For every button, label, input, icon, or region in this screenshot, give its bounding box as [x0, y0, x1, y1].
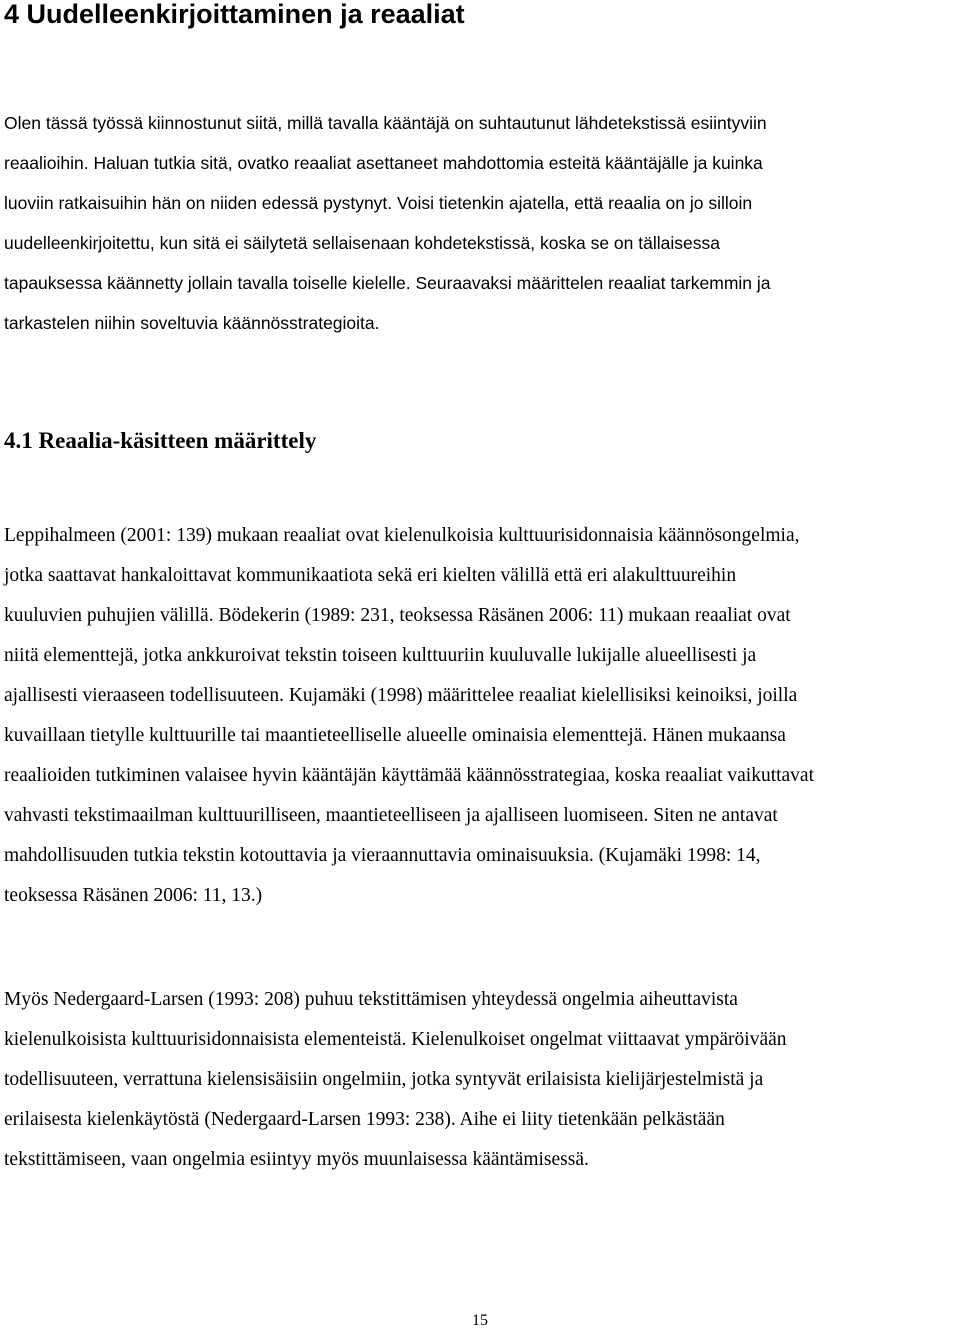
paragraph-line: Leppihalmeen (2001: 139) mukaan reaaliat ovat kielenulkoisia kulttuurisidonnaisia käännösongelmia, — [4, 525, 800, 546]
paragraph-line: Myös Nedergaard-Larsen (1993: 208) puhuu tekstittämisen yhteydessä ongelmia aiheuttavista — [4, 989, 738, 1010]
paragraph-line: jotka saattavat hankaloittavat kommunikaatiota sekä eri kielten välillä että eri alakulttuureihin — [4, 565, 737, 586]
paragraph-line: todellisuuteen, verrattuna kielensisäisiin ongelmiin, jotka syntyvät erilaisista kielijärjestelmistä ja — [4, 1069, 764, 1090]
paragraph-line: uudelleenkirjoitettu, kun sitä ei säilytetä sellaisenaan kohdetekstissä, koska se on tällaisessa — [4, 233, 720, 253]
paragraph-line: tarkastelen niihin soveltuvia käännösstrategioita. — [4, 313, 380, 333]
paragraph-line: niitä elementtejä, jotka ankkuroivat tekstin toiseen kulttuuriin kuuluvalle lukijalle alueellisesti ja — [4, 645, 757, 666]
paragraph-nedergaard — [4, 980, 960, 1180]
paragraph-line: reaalioiden tutkiminen valaisee hyvin kääntäjän käyttämää käännösstrategiaa, koska reaaliat vaikuttavat — [4, 765, 815, 786]
paragraph-definition — [4, 516, 960, 916]
paragraph-line: mahdollisuuden tutkia tekstin kotouttavia ja vieraannuttavia ominaisuuksia. (Kujamäki 1998: 14, — [4, 845, 761, 866]
paragraph-intro — [4, 103, 960, 343]
page-number: 15 — [472, 1312, 488, 1329]
paragraph-line: tapauksessa käännetty jollain tavalla toiselle kielelle. Seuraavaksi määrittelen reaaliat tarkemmin ja — [4, 273, 771, 293]
paragraph-line: Olen tässä työssä kiinnostunut siitä, millä tavalla kääntäjä on suhtautunut lähdetekstissä esiintyviin — [4, 113, 767, 133]
chapter-heading: 4 Uudelleenkirjoittaminen ja reaaliat — [4, 0, 465, 29]
section-heading: 4.1 Reaalia-käsitteen määrittely — [4, 428, 317, 453]
paragraph-line: vahvasti tekstimaailman kulttuurilliseen, maantieteelliseen ja ajalliseen luomiseen. Siten ne antavat — [4, 805, 778, 826]
paragraph-line: reaalioihin. Haluan tutkia sitä, ovatko reaaliat asettaneet mahdottomia esteitä kääntäjälle ja kuinka — [4, 153, 763, 173]
paragraph-line: tekstittämiseen, vaan ongelmia esiintyy myös muunlaisessa kääntämisessä. — [4, 1149, 589, 1170]
paragraph-line: kielenulkoisista kulttuurisidonnaisista elementeistä. Kielenulkoiset ongelmat viittaavat ympäröivään — [4, 1029, 787, 1050]
paragraph-line: teoksessa Räsänen 2006: 11, 13.) — [4, 885, 263, 906]
paragraph-line: erilaisesta kielenkäytöstä (Nedergaard-Larsen 1993: 238). Aihe ei liity tietenkään pelkästään — [4, 1109, 725, 1130]
paragraph-line: kuvaillaan tietylle kulttuurille tai maantieteelliselle alueelle ominaisia elementtejä. Hänen mukaansa — [4, 725, 786, 746]
paragraph-line: kuuluvien puhujien välillä. Bödekerin (1989: 231, teoksessa Räsänen 2006: 11) mukaan reaaliat ovat — [4, 605, 791, 626]
paragraph-line: ajallisesti vieraaseen todellisuuteen. Kujamäki (1998) määrittelee reaaliat kielellisiksi keinoiksi, joilla — [4, 685, 798, 706]
paragraph-line: luoviin ratkaisuihin hän on niiden edessä pystynyt. Voisi tietenkin ajatella, että reaalia on jo silloin — [4, 193, 753, 213]
